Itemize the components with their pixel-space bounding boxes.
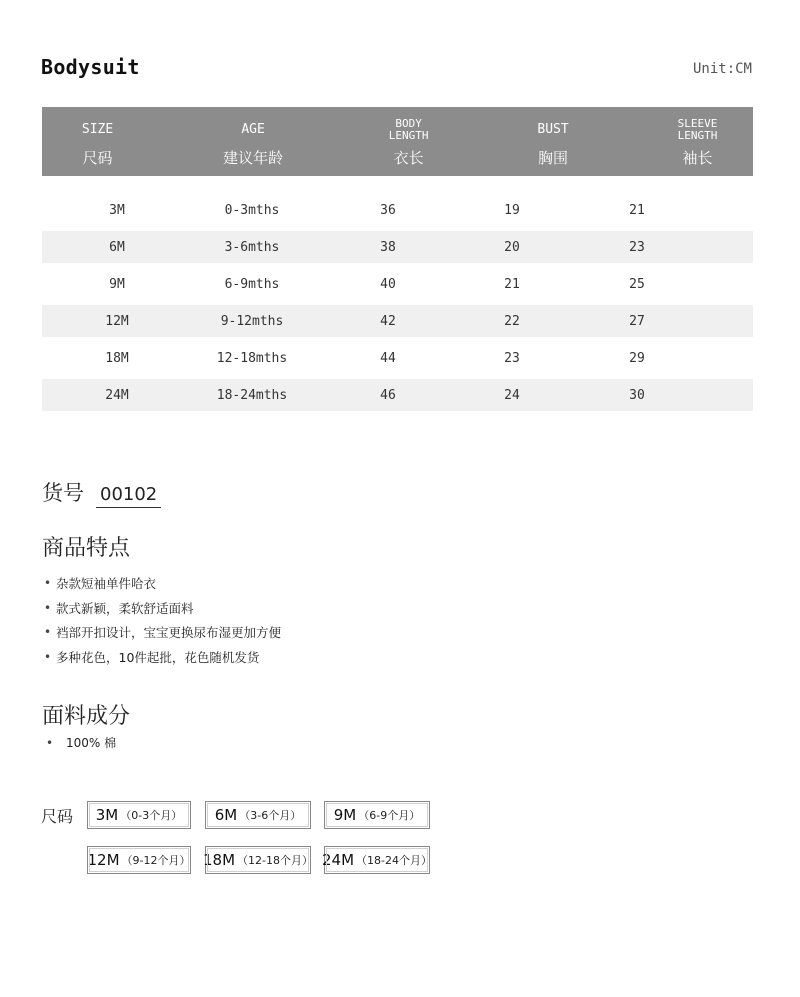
column-header-age xyxy=(153,107,353,176)
column-header-size xyxy=(42,107,153,176)
cell-sleeve-length: 25 xyxy=(629,276,645,292)
unit-label: Unit:CM xyxy=(692,61,752,77)
size-option-age: （6-9个月） xyxy=(358,809,421,822)
table-row xyxy=(42,231,753,263)
column-header-en: BODY LENGTH xyxy=(388,117,429,142)
features-list xyxy=(44,571,281,669)
cell-size: 24M xyxy=(105,387,129,403)
size-option-age: （12-18个月） xyxy=(237,854,313,867)
cell-sleeve-length: 21 xyxy=(629,202,645,218)
cell-bust: 19 xyxy=(504,202,520,218)
list-item xyxy=(44,620,281,645)
size-option-6m[interactable] xyxy=(205,801,311,829)
fabric-item xyxy=(46,734,116,751)
fabric-text: 100% 棉 xyxy=(66,736,117,750)
cell-size: 9M xyxy=(109,276,125,292)
sku-number: 00102 xyxy=(96,484,161,508)
cell-bust: 22 xyxy=(504,313,520,329)
size-option-age: （0-3个月） xyxy=(120,809,183,822)
table-row xyxy=(42,305,753,337)
feature-text: 杂款短袖单件哈衣 xyxy=(56,576,157,592)
cell-age: 0-3mths xyxy=(224,202,280,218)
cell-bust: 20 xyxy=(504,239,520,255)
bullet-icon: • xyxy=(44,625,52,640)
column-header-zh: 衣长 xyxy=(393,149,424,167)
size-option-age: （9-12个月） xyxy=(121,854,191,867)
size-option-12m[interactable] xyxy=(87,846,191,874)
table-header xyxy=(42,107,753,176)
size-option-size: 3M xyxy=(95,806,119,824)
cell-age: 12-18mths xyxy=(216,350,288,366)
size-option-age: （18-24个月） xyxy=(356,854,432,867)
column-header-zh: 胸围 xyxy=(538,149,569,167)
cell-body-length: 36 xyxy=(380,202,396,218)
cell-sleeve-length: 30 xyxy=(629,387,645,403)
cell-bust: 24 xyxy=(504,387,520,403)
size-option-size: 9M xyxy=(333,806,357,824)
cell-bust: 21 xyxy=(504,276,520,292)
cell-size: 3M xyxy=(109,202,125,218)
list-item xyxy=(44,571,281,596)
size-options-label: 尺码 xyxy=(41,807,74,826)
size-option-18m[interactable] xyxy=(205,846,311,874)
bullet-icon: • xyxy=(44,576,52,591)
size-option-size: 18M xyxy=(203,851,236,869)
size-option-age: （3-6个月） xyxy=(239,809,302,822)
column-header-en: SIZE xyxy=(81,122,114,137)
list-item xyxy=(44,645,281,670)
cell-body-length: 40 xyxy=(380,276,396,292)
cell-size: 18M xyxy=(105,350,129,366)
size-option-24m[interactable] xyxy=(324,846,430,874)
table-body xyxy=(42,194,753,411)
list-item xyxy=(44,596,281,621)
size-option-size: 24M xyxy=(322,851,355,869)
column-header-sleeve-length xyxy=(642,107,753,176)
table-row xyxy=(42,379,753,411)
features-heading: 商品特点 xyxy=(42,536,131,561)
cell-bust: 23 xyxy=(504,350,520,366)
column-header-zh: 袖长 xyxy=(682,149,713,167)
column-header-en: SLEEVE LENGTH xyxy=(677,117,718,142)
column-header-en: AGE xyxy=(241,122,265,137)
cell-age: 9-12mths xyxy=(220,313,284,329)
column-header-zh: 建议年龄 xyxy=(223,149,284,167)
cell-age: 6-9mths xyxy=(224,276,280,292)
cell-age: 3-6mths xyxy=(224,239,280,255)
size-option-size: 6M xyxy=(214,806,238,824)
feature-text: 裆部开扣设计，宝宝更换尿布湿更加方便 xyxy=(56,625,282,641)
feature-text: 多种花色，10件起批，花色随机发货 xyxy=(56,649,260,665)
table-row xyxy=(42,342,753,374)
size-chart-table xyxy=(42,107,753,416)
size-option-3m[interactable] xyxy=(87,801,191,829)
bullet-icon: • xyxy=(44,600,52,615)
bullet-icon: • xyxy=(44,649,52,664)
size-option-size: 12M xyxy=(87,851,120,869)
sku-line xyxy=(42,477,161,508)
cell-sleeve-length: 27 xyxy=(629,313,645,329)
column-header-zh: 尺码 xyxy=(82,149,113,167)
fabric-heading: 面料成分 xyxy=(42,704,131,729)
cell-body-length: 44 xyxy=(380,350,396,366)
column-header-bust xyxy=(464,107,642,176)
cell-size: 6M xyxy=(109,239,125,255)
cell-sleeve-length: 29 xyxy=(629,350,645,366)
cell-sleeve-length: 23 xyxy=(629,239,645,255)
cell-body-length: 42 xyxy=(380,313,396,329)
cell-age: 18-24mths xyxy=(216,387,288,403)
sku-label: 货号 xyxy=(42,481,84,505)
cell-body-length: 46 xyxy=(380,387,396,403)
table-row xyxy=(42,194,753,226)
cell-size: 12M xyxy=(105,313,129,329)
column-header-en: BUST xyxy=(537,122,569,137)
column-header-body-length xyxy=(353,107,464,176)
bullet-icon: • xyxy=(46,735,54,750)
feature-text: 款式新颖，柔软舒适面料 xyxy=(56,600,194,616)
table-row xyxy=(42,268,753,300)
page-title: Bodysuit xyxy=(41,55,140,79)
cell-body-length: 38 xyxy=(380,239,396,255)
size-option-9m[interactable] xyxy=(324,801,430,829)
